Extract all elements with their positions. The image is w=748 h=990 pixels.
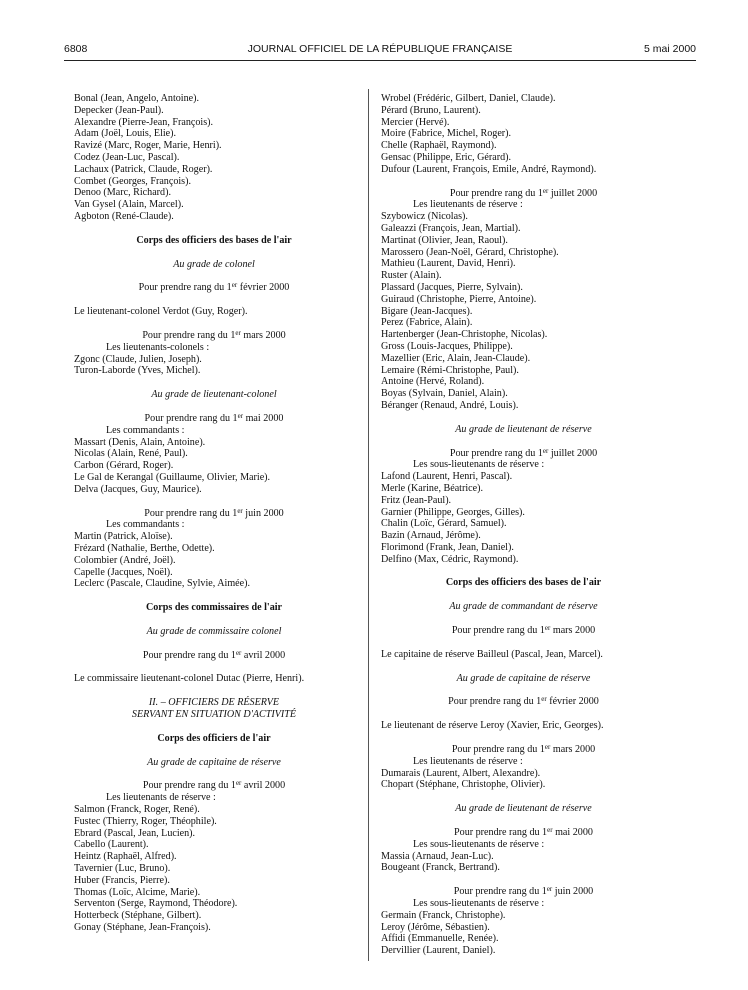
- journal-title: JOURNAL OFFICIEL DE LA RÉPUBLIQUE FRANÇAISE: [247, 43, 513, 55]
- officer-entry: Martinat (Olivier, Jean, Raoul).: [381, 234, 508, 246]
- officer-entry: Dumarais (Laurent, Albert, Alexandre).: [381, 767, 541, 779]
- ordinal-suffix: er: [231, 281, 238, 290]
- officer-entry: Wrobel (Frédéric, Gilbert, Daniel, Claude).: [381, 93, 556, 104]
- ordinal-suffix: er: [547, 826, 553, 835]
- officer-entry: Szybowicz (Nicolas).: [381, 211, 468, 223]
- rank-date-prefix: Pour prendre rang du 1: [454, 827, 548, 839]
- rank-date-prefix: Pour prendre rang du 1: [144, 507, 238, 519]
- officer-entry: Germain (Franck, Christophe).: [381, 909, 506, 921]
- rank-date-line: [381, 744, 666, 756]
- officer-entry: Dervillier (Laurent, Daniel).: [381, 945, 496, 957]
- officer-entry: Le lieutenant de réserve Leroy (Xavier, Eric, Georges).: [381, 720, 604, 732]
- officer-entry: Frézard (Nathalie, Berthe, Odette).: [74, 542, 215, 554]
- officer-entry: Colombier (André, Joël).: [74, 554, 176, 566]
- officer-entry: Bonal (Jean, Angelo, Antoine).: [74, 93, 200, 104]
- officer-entry: Leclerc (Pascale, Claudine, Sylvie, Aimée).: [74, 578, 251, 590]
- grade-heading: Au grade de capitaine de réserve: [456, 672, 591, 684]
- ordinal-suffix: er: [544, 624, 551, 633]
- officer-entry: Lafond (Laurent, Henri, Pascal).: [381, 471, 513, 483]
- officer-entry: Perez (Fabrice, Alain).: [381, 317, 473, 329]
- rank-date-prefix: Pour prendre rang du 1: [451, 625, 545, 637]
- officer-entry: Martin (Patrick, Aloïse).: [74, 531, 173, 543]
- list-intro: Les lieutenants de réserve :: [413, 755, 523, 767]
- rank-date-prefix: Pour prendre rang du 1: [448, 696, 542, 708]
- officer-entry: Capelle (Jacques, Noël).: [74, 566, 173, 578]
- grade-heading: Au grade de capitaine de réserve: [147, 756, 281, 768]
- left-column: [74, 93, 354, 934]
- officer-entry: Gonay (Stéphane, Jean-François).: [74, 922, 211, 934]
- officer-entry: Massia (Arnaud, Jean-Luc).: [381, 850, 494, 862]
- page-header: [64, 43, 696, 57]
- ordinal-suffix: er: [235, 328, 241, 337]
- officer-entry: Ravizé (Marc, Roger, Marie, Henri).: [74, 140, 222, 152]
- officer-entry: Delva (Jacques, Guy, Maurice).: [74, 483, 202, 495]
- officer-entry: Florimond (Frank, Jean, Daniel).: [381, 541, 514, 553]
- officer-entry: Pérard (Bruno, Laurent).: [381, 104, 481, 116]
- officer-entry: Chopart (Stéphane, Christophe, Olivier).: [381, 779, 546, 791]
- officer-entry: Leroy (Jérôme, Sébastien).: [381, 921, 490, 933]
- officer-entry: Ebrard (Pascal, Jean, Lucien).: [74, 827, 196, 839]
- officer-entry: Nicolas (Alain, René, Paul).: [74, 448, 188, 460]
- rank-date-line: [381, 188, 666, 200]
- rank-date-suffix: avril 2000: [241, 649, 286, 661]
- ordinal-suffix: er: [235, 648, 242, 657]
- rank-date-suffix: mars 2000: [240, 329, 286, 341]
- officer-entry: Ruster (Alain).: [381, 270, 442, 282]
- officer-entry: Carbon (Gérard, Roger).: [74, 460, 174, 472]
- officer-entry: Garnier (Philippe, Georges, Gilles).: [381, 506, 525, 518]
- corps-heading: Corps des officiers des bases de l'air: [445, 577, 602, 589]
- officer-entry: Hotterbeck (Stéphane, Gilbert).: [74, 910, 202, 922]
- rank-date-line: [381, 886, 666, 898]
- officer-entry: Tavernier (Luc, Bruno).: [74, 863, 171, 875]
- right-column: [381, 93, 666, 957]
- grade-heading: Au grade de colonel: [173, 258, 255, 270]
- rank-date-suffix: juillet 2000: [548, 187, 598, 199]
- rank-date-prefix: Pour prendre rang du 1: [138, 282, 232, 294]
- list-intro: Les sous-lieutenants de réserve :: [413, 838, 545, 850]
- rank-date-suffix: mars 2000: [550, 744, 596, 756]
- rank-date-prefix: Pour prendre rang du 1: [449, 187, 543, 199]
- header-rule: [64, 60, 696, 61]
- officer-entry: Fritz (Jean-Paul).: [381, 494, 452, 506]
- rank-date-line: [74, 508, 354, 520]
- rank-date-prefix: Pour prendre rang du 1: [453, 886, 547, 898]
- officer-entry: Plassard (Jacques, Pierre, Sylvain).: [381, 281, 523, 293]
- officer-entry: Bougeant (Franck, Bertrand).: [381, 862, 500, 874]
- ordinal-suffix: er: [237, 411, 244, 420]
- rank-date-suffix: mars 2000: [550, 625, 596, 637]
- rank-date-prefix: Pour prendre rang du 1: [142, 329, 236, 341]
- rank-date-suffix: mai 2000: [243, 412, 284, 424]
- rank-date-suffix: février 2000: [237, 282, 290, 294]
- officer-entry: Depecker (Jean-Paul).: [74, 104, 164, 116]
- officer-entry: Marossero (Jean-Noël, Gérard, Christophe).: [381, 246, 559, 258]
- officer-entry: Le Gal de Kerangal (Guillaume, Olivier, Marie).: [74, 471, 271, 483]
- grade-heading: Au grade de lieutenant-colonel: [151, 389, 277, 401]
- officer-entry: Béranger (Renaud, André, Louis).: [381, 399, 519, 411]
- rank-date-prefix: Pour prendre rang du 1: [142, 780, 236, 792]
- officer-entry: Chelle (Raphaël, Raymond).: [381, 140, 497, 152]
- list-intro: Les commandants :: [106, 519, 185, 531]
- officer-entry: Mercier (Hervé).: [381, 116, 450, 128]
- officer-entry: Van Gysel (Alain, Marcel).: [74, 199, 184, 211]
- section-heading: II. – OFFICIERS DE RÉSERVE: [148, 697, 280, 709]
- officer-entry: Adam (Joël, Louis, Elie).: [74, 128, 177, 140]
- officer-entry: Denoo (Marc, Richard).: [74, 187, 171, 199]
- officer-entry: Cabello (Laurent).: [74, 839, 149, 851]
- issue-date: 5 mai 2000: [644, 43, 696, 55]
- officer-entry: Zgonc (Claude, Julien, Joseph).: [74, 353, 202, 365]
- officer-entry: Lemaire (Rémi-Christophe, Paul).: [381, 364, 519, 376]
- rank-date-suffix: mai 2000: [552, 827, 593, 839]
- officer-entry: Salmon (Franck, Roger, René).: [74, 804, 200, 816]
- rank-date-line: [74, 282, 354, 294]
- list-intro: Les sous-lieutenants de réserve :: [413, 898, 545, 910]
- list-intro: Les sous-lieutenants de réserve :: [413, 459, 545, 471]
- rank-date-suffix: juillet 2000: [548, 447, 598, 459]
- officer-entry: Affidi (Emmanuelle, Renée).: [381, 933, 499, 945]
- officer-entry: Le commissaire lieutenant-colonel Dutac (Pierre, Henri).: [74, 673, 305, 685]
- officer-entry: Combet (Georges, François).: [74, 175, 191, 187]
- officer-entry: Bigare (Jean-Jacques).: [381, 305, 473, 317]
- ordinal-suffix: er: [546, 885, 553, 894]
- corps-heading: Corps des officiers des bases de l'air: [136, 234, 292, 246]
- rank-date-prefix: Pour prendre rang du 1: [144, 412, 238, 424]
- rank-date-prefix: Pour prendre rang du 1: [142, 649, 236, 661]
- officer-entry: Agboton (René-Claude).: [74, 210, 174, 222]
- rank-date-line: [381, 696, 666, 708]
- grade-heading: Au grade de lieutenant de réserve: [455, 423, 592, 435]
- rank-date-suffix: février 2000: [546, 696, 599, 708]
- officer-entry: Heintz (Raphaël, Alfred).: [74, 851, 177, 863]
- list-intro: Les commandants :: [106, 424, 185, 436]
- rank-date-line: [381, 827, 666, 839]
- officer-entry: Boyas (Sylvain, Daniel, Alain).: [381, 388, 508, 400]
- ordinal-suffix: er: [235, 779, 242, 788]
- officer-entry: Serventon (Serge, Raymond, Théodore).: [74, 898, 238, 910]
- ordinal-suffix: er: [541, 695, 547, 704]
- section-heading: SERVANT EN SITUATION D'ACTIVITÉ: [131, 709, 297, 721]
- officer-entry: Le lieutenant-colonel Verdot (Guy, Roger).: [74, 306, 248, 318]
- officer-entry: Chalin (Loïc, Gérard, Samuel).: [381, 518, 507, 530]
- corps-heading: Corps des officiers de l'air: [157, 732, 271, 744]
- rank-date-suffix: juin 2000: [242, 507, 284, 519]
- officer-entry: Delfino (Max, Cédric, Raymond).: [381, 553, 519, 565]
- rank-date-line: [74, 330, 354, 342]
- officer-entry: Hartenberger (Jean-Christophe, Nicolas).: [381, 329, 548, 341]
- rank-date-line: [381, 448, 666, 460]
- grade-heading: Au grade de commandant de réserve: [449, 601, 598, 613]
- rank-date-prefix: Pour prendre rang du 1: [451, 744, 545, 756]
- officer-entry: Antoine (Hervé, Roland).: [381, 376, 485, 388]
- officer-entry: Codez (Jean-Luc, Pascal).: [74, 151, 180, 163]
- officer-entry: Huber (Francis, Pierre).: [74, 874, 170, 886]
- page-number: 6808: [64, 43, 88, 55]
- officer-entry: Gross (Louis-Jacques, Philippe).: [381, 340, 513, 352]
- grade-heading: Au grade de commissaire colonel: [146, 625, 282, 637]
- officer-entry: Alexandre (Pierre-Jean, François).: [74, 116, 214, 128]
- officer-entry: Le capitaine de réserve Bailleul (Pascal, Jean, Marcel).: [381, 648, 603, 660]
- officer-entry: Mazellier (Eric, Alain, Jean-Claude).: [381, 352, 531, 364]
- officer-entry: Mathieu (Laurent, David, Henri).: [381, 258, 516, 270]
- officer-entry: Guiraud (Christophe, Pierre, Antoine).: [381, 293, 537, 305]
- corps-heading: Corps des commissaires de l'air: [145, 602, 283, 614]
- list-intro: Les lieutenants-colonels :: [106, 341, 210, 353]
- officer-entry: Fustec (Thierry, Roger, Théophile).: [74, 815, 217, 827]
- officer-entry: Gensac (Philippe, Eric, Gérard).: [381, 151, 512, 163]
- officer-entry: Galeazzi (François, Jean, Martial).: [381, 222, 521, 234]
- rank-date-line: [74, 413, 354, 425]
- officer-entry: Turon-Laborde (Yves, Michel).: [74, 365, 201, 377]
- grade-heading: Au grade de lieutenant de réserve: [455, 803, 592, 815]
- rank-date-suffix: juin 2000: [552, 886, 594, 898]
- officer-entry: Merle (Karine, Béatrice).: [381, 482, 484, 494]
- officer-entry: Dufour (Laurent, François, Emile, André, Raymond).: [381, 163, 597, 175]
- officer-entry: Bazin (Arnaud, Jérôme).: [381, 530, 481, 542]
- column-divider: [368, 89, 369, 961]
- list-intro: Les lieutenants de réserve :: [106, 792, 216, 804]
- ordinal-suffix: er: [542, 446, 549, 455]
- officer-entry: Massart (Denis, Alain, Antoine).: [74, 436, 206, 448]
- rank-date-line: [381, 625, 666, 637]
- officer-entry: Thomas (Loïc, Alcime, Marie).: [74, 886, 201, 898]
- officer-entry: Lachaux (Patrick, Claude, Roger).: [74, 163, 213, 175]
- list-intro: Les lieutenants de réserve :: [413, 199, 523, 211]
- rank-date-line: [74, 780, 354, 792]
- ordinal-suffix: er: [542, 186, 549, 195]
- ordinal-suffix: er: [544, 743, 551, 752]
- officer-entry: Moire (Fabrice, Michel, Roger).: [381, 128, 512, 140]
- rank-date-line: [74, 650, 354, 662]
- rank-date-suffix: avril 2000: [241, 780, 286, 792]
- ordinal-suffix: er: [237, 506, 243, 515]
- rank-date-prefix: Pour prendre rang du 1: [449, 447, 543, 459]
